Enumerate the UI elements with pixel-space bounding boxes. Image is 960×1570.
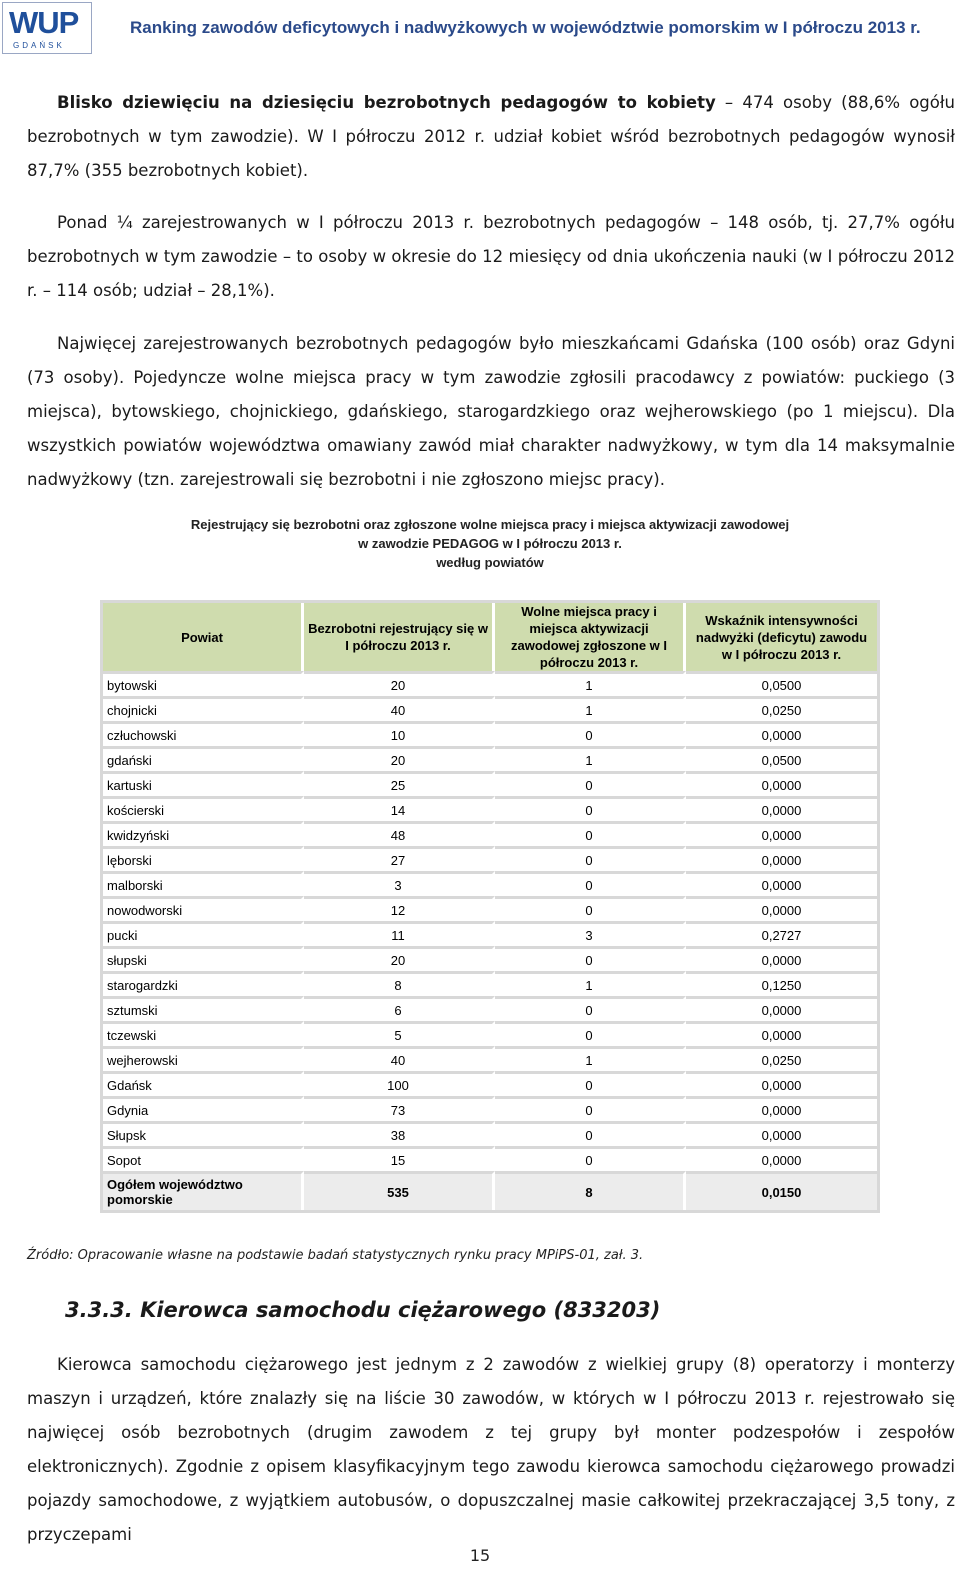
cell-powiat: tczewski — [103, 1021, 304, 1046]
cell-miejsca: 0 — [495, 771, 686, 796]
powiat-table — [100, 600, 880, 1213]
cell-bezrobotni: 5 — [304, 1021, 495, 1046]
cell-wskaznik: 0,0000 — [686, 871, 877, 896]
source-note: Źródło: Opracowanie własne na podstawie badań statystycznych rynku pracy MPiPS-01, zał. 3. — [27, 1248, 644, 1263]
column-header-bezrobotni: Bezrobotni rejestrujący się w I półroczu 2013 r. — [304, 603, 495, 671]
table-title-line: w zawodzie PEDAGOG w I półroczu 2013 r. — [358, 536, 622, 551]
column-header-wskaznik: Wskaźnik intensywności nadwyżki (deficytu) zawodu w I półroczu 2013 r. — [686, 603, 877, 671]
cell-bezrobotni: 25 — [304, 771, 495, 796]
cell-bezrobotni: 14 — [304, 796, 495, 821]
cell-powiat: Gdynia — [103, 1096, 304, 1121]
cell-wskaznik: 0,0500 — [686, 671, 877, 696]
table-row — [103, 1121, 877, 1146]
cell-miejsca: 0 — [495, 1121, 686, 1146]
cell-miejsca: 0 — [495, 721, 686, 746]
table-row — [103, 721, 877, 746]
table-total-row — [103, 1171, 877, 1210]
page-number: 15 — [469, 1546, 491, 1565]
cell-powiat: kartuski — [103, 771, 304, 796]
cell-powiat: człuchowski — [103, 721, 304, 746]
cell-powiat: malborski — [103, 871, 304, 896]
cell-powiat: pucki — [103, 921, 304, 946]
paragraph-graduates — [27, 206, 955, 308]
cell-powiat: starogardzki — [103, 971, 304, 996]
cell-bezrobotni: 20 — [304, 746, 495, 771]
cell-wskaznik: 0,0000 — [686, 846, 877, 871]
cell-miejsca: 0 — [495, 871, 686, 896]
cell-powiat: gdański — [103, 746, 304, 771]
cell-wskaznik: 0,1250 — [686, 971, 877, 996]
cell-miejsca: 0 — [495, 846, 686, 871]
cell-bezrobotni: 6 — [304, 996, 495, 1021]
cell-wskaznik: 0,0000 — [686, 1021, 877, 1046]
cell-wskaznik: 0,0250 — [686, 1046, 877, 1071]
page-header — [0, 0, 960, 60]
cell-powiat: sztumski — [103, 996, 304, 1021]
table-row — [103, 946, 877, 971]
cell-miejsca: 1 — [495, 971, 686, 996]
paragraph-text: Kierowca samochodu ciężarowego jest jednym z 2 zawodów z wielkiej grupy (8) operatorzy i monterzy maszyn i urządzeń, które znalazły się na liście 30 zawodów, w których w I półroczu 2013 r. rejestrowało się najwięcej osób bezrobotnych (drugim zawodem z tej grupy był monter podzespołów i zespołów elektronicznych). Zgodnie z opisem klasyfikacyjnym tego zawodu kierowca samochodu ciężarowego prowadzi pojazdy samochodowe, z wyjątkiem autobusów, o dopuszczalnej masie całkowitej przekraczającej 3,5 tony, z przyczepami — [27, 1355, 955, 1544]
cell-bezrobotni: 12 — [304, 896, 495, 921]
cell-bezrobotni: 73 — [304, 1096, 495, 1121]
header-title: Ranking zawodów deficytowych i nadwyżkowych w województwie pomorskim w I półroczu 2013 r. — [130, 18, 921, 37]
cell-powiat: kościerski — [103, 796, 304, 821]
table-row — [103, 696, 877, 721]
table-row — [103, 1146, 877, 1171]
cell-powiat: lęborski — [103, 846, 304, 871]
cell-powiat: słupski — [103, 946, 304, 971]
cell-miejsca: 1 — [495, 696, 686, 721]
table-row — [103, 796, 877, 821]
cell-powiat: chojnicki — [103, 696, 304, 721]
cell-wskaznik: 0,0000 — [686, 1096, 877, 1121]
cell-miejsca: 0 — [495, 1146, 686, 1171]
cell-miejsca: 1 — [495, 671, 686, 696]
paragraph-women-share — [27, 86, 955, 188]
cell-bezrobotni: 15 — [304, 1146, 495, 1171]
logo-subtext: GDAŃSK — [13, 41, 65, 50]
table-row — [103, 896, 877, 921]
wup-logo — [2, 2, 92, 54]
cell-bezrobotni: 10 — [304, 721, 495, 746]
cell-powiat: wejherowski — [103, 1046, 304, 1071]
cell-powiat: kwidzyński — [103, 821, 304, 846]
table-header-row — [103, 603, 877, 671]
section-heading: 3.3.3. Kierowca samochodu ciężarowego (833203) — [65, 1298, 661, 1322]
cell-bezrobotni: 20 — [304, 946, 495, 971]
table-row — [103, 871, 877, 896]
cell-bezrobotni: 8 — [304, 971, 495, 996]
cell-miejsca: 1 — [495, 746, 686, 771]
total-cell-powiat: Ogółem województwo pomorskie — [103, 1171, 304, 1210]
paragraph-bold-lead: Blisko dziewięciu na dziesięciu bezrobotnych pedagogów to kobiety — [57, 93, 716, 112]
table-row — [103, 821, 877, 846]
cell-wskaznik: 0,0000 — [686, 1146, 877, 1171]
cell-miejsca: 3 — [495, 921, 686, 946]
cell-bezrobotni: 40 — [304, 1046, 495, 1071]
cell-miejsca: 0 — [495, 821, 686, 846]
cell-powiat: bytowski — [103, 671, 304, 696]
cell-miejsca: 0 — [495, 896, 686, 921]
cell-bezrobotni: 27 — [304, 846, 495, 871]
paragraph-rest: – 474 osoby (88,6% ogółu bezrobotnych w tym zawodzie). W I półroczu 2012 r. udział kobiet wśród bezrobotnych pedagogów wynosił 87,7% (355 bezrobotnych kobiet). — [27, 93, 956, 180]
table-row — [103, 1021, 877, 1046]
column-header-powiat: Powiat — [103, 603, 304, 671]
cell-wskaznik: 0,0000 — [686, 1121, 877, 1146]
table-row — [103, 971, 877, 996]
cell-bezrobotni: 3 — [304, 871, 495, 896]
table-row — [103, 1071, 877, 1096]
cell-bezrobotni: 20 — [304, 671, 495, 696]
cell-wskaznik: 0,0000 — [686, 996, 877, 1021]
cell-bezrobotni: 38 — [304, 1121, 495, 1146]
table-row — [103, 996, 877, 1021]
column-header-miejsca: Wolne miejsca pracy i miejsca aktywizacji zawodowej zgłoszone w I półroczu 2013 r. — [495, 603, 686, 671]
table-row — [103, 921, 877, 946]
table-title — [100, 515, 880, 572]
cell-wskaznik: 0,0000 — [686, 821, 877, 846]
total-cell-miejsca: 8 — [495, 1171, 686, 1210]
table-row — [103, 746, 877, 771]
cell-miejsca: 0 — [495, 946, 686, 971]
paragraph-text: Ponad ¼ zarejestrowanych w I półroczu 2013 r. bezrobotnych pedagogów – 148 osób, tj. 27,7% ogółu bezrobotnych w tym zawodzie – to osoby w okresie do 12 miesięcy od dnia ukończenia nauki (w I półroczu 2012 r. – 114 osób; udział – 28,1%). — [27, 213, 955, 300]
cell-powiat: Gdańsk — [103, 1071, 304, 1096]
cell-miejsca: 0 — [495, 1071, 686, 1096]
table-title-line: Rejestrujący się bezrobotni oraz zgłoszone wolne miejsca pracy i miejsca aktywizacji zawodowej — [190, 517, 790, 532]
table-row — [103, 846, 877, 871]
logo-text: WUP — [9, 5, 79, 40]
table-row — [103, 671, 877, 696]
cell-wskaznik: 0,0000 — [686, 1071, 877, 1096]
cell-miejsca: 0 — [495, 796, 686, 821]
cell-powiat: nowodworski — [103, 896, 304, 921]
cell-miejsca: 0 — [495, 996, 686, 1021]
cell-miejsca: 1 — [495, 1046, 686, 1071]
cell-wskaznik: 0,2727 — [686, 921, 877, 946]
cell-wskaznik: 0,0000 — [686, 946, 877, 971]
cell-bezrobotni: 40 — [304, 696, 495, 721]
cell-miejsca: 0 — [495, 1021, 686, 1046]
cell-bezrobotni: 48 — [304, 821, 495, 846]
cell-wskaznik: 0,0000 — [686, 796, 877, 821]
total-cell-wskaznik: 0,0150 — [686, 1171, 877, 1210]
cell-wskaznik: 0,0000 — [686, 771, 877, 796]
table-title-line: według powiatów — [436, 555, 544, 570]
cell-wskaznik: 0,0000 — [686, 721, 877, 746]
total-cell-bezrobotni: 535 — [304, 1171, 495, 1210]
cell-bezrobotni: 11 — [304, 921, 495, 946]
paragraph-truck-driver — [27, 1348, 955, 1552]
table-row — [103, 771, 877, 796]
table-row — [103, 1096, 877, 1121]
paragraph-text: Najwięcej zarejestrowanych bezrobotnych pedagogów było mieszkańcami Gdańska (100 osób) oraz Gdyni (73 osoby). Pojedyncze wolne miejsca pracy w tym zawodzie zgłosili pracodawcy z powiatów: puckiego (3 miejsca), bytowskiego, chojnickiego, gdańskiego, starogardzkiego oraz wejherowskiego (po 1 miejscu). Dla wszystkich powiatów województwa omawiany zawód miał charakter nadwyżkowy, w tym dla 14 maksymalnie nadwyżkowy (tzn. zarejestrowali się bezrobotni i nie zgłoszono miejsc pracy). — [27, 334, 955, 489]
cell-miejsca: 0 — [495, 1096, 686, 1121]
table-row — [103, 1046, 877, 1071]
cell-powiat: Słupsk — [103, 1121, 304, 1146]
table-body — [103, 671, 877, 1210]
cell-bezrobotni: 100 — [304, 1071, 495, 1096]
cell-wskaznik: 0,0000 — [686, 896, 877, 921]
cell-powiat: Sopot — [103, 1146, 304, 1171]
cell-wskaznik: 0,0500 — [686, 746, 877, 771]
cell-wskaznik: 0,0250 — [686, 696, 877, 721]
paragraph-regions — [27, 327, 955, 497]
